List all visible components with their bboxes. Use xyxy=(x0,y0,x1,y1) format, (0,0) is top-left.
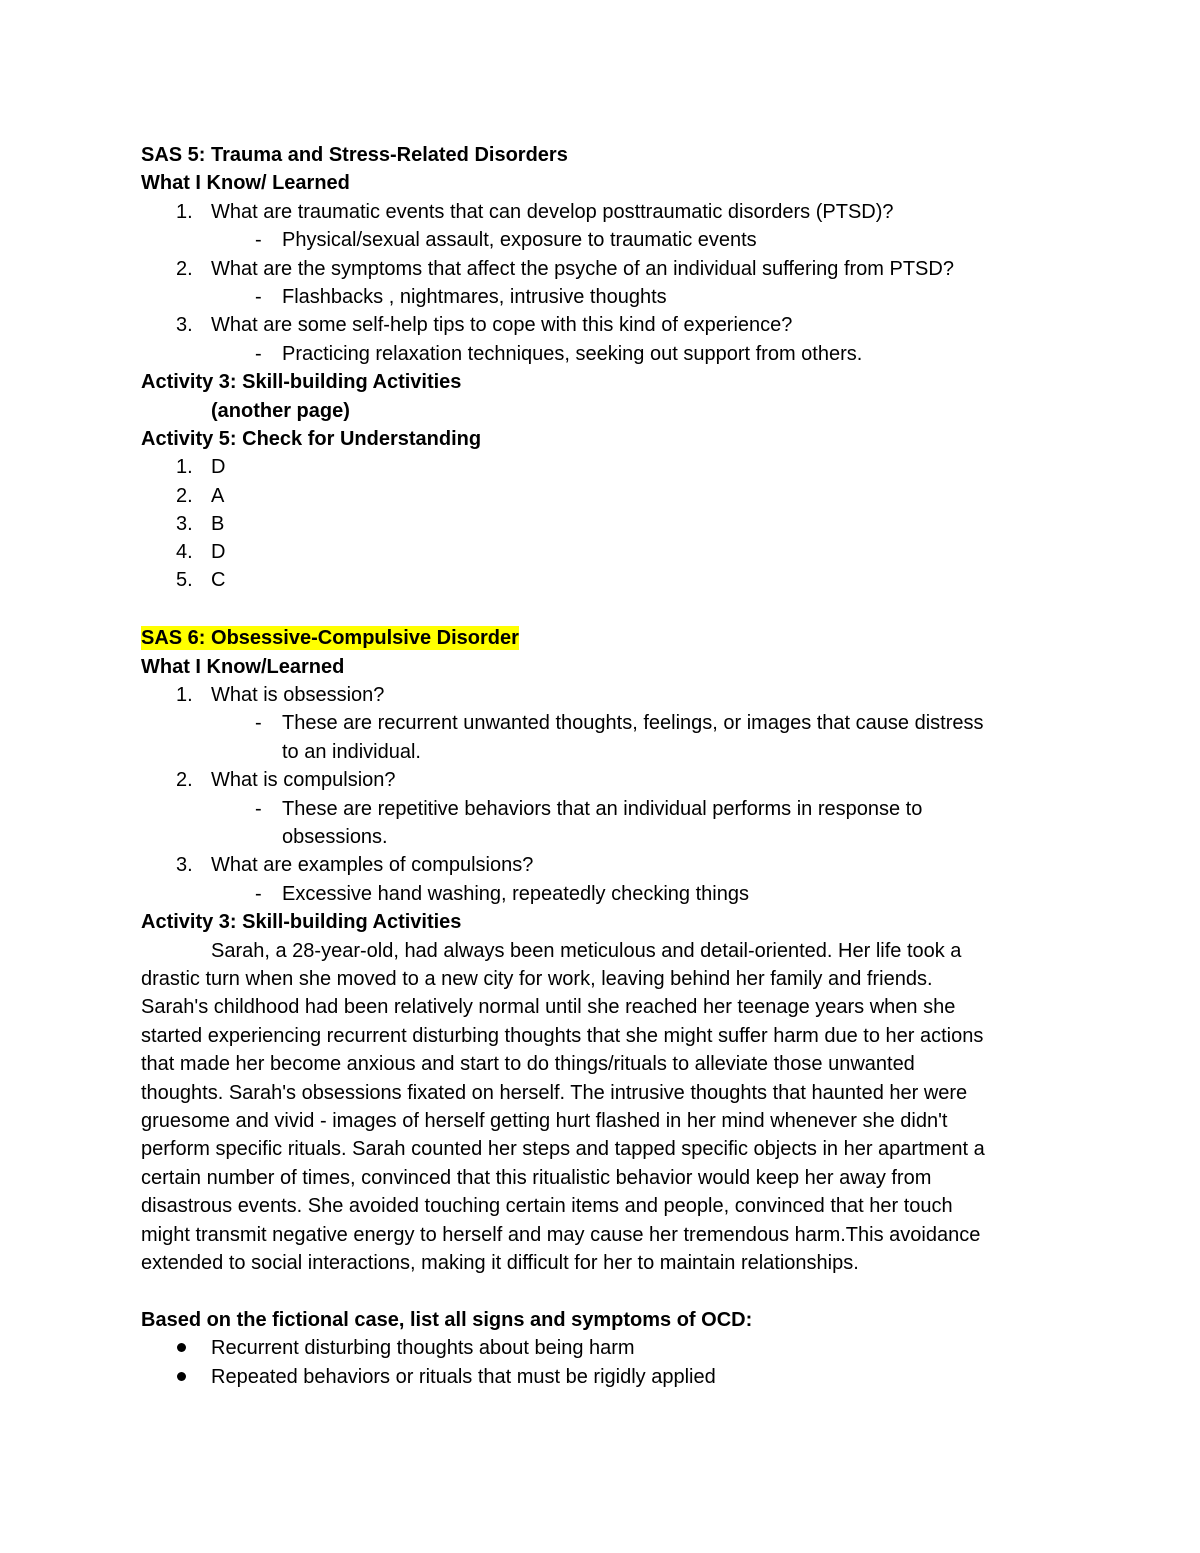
sas5-q2-text: What are the symptoms that affect the psyche of an individual suffering from PTSD? xyxy=(211,258,954,280)
sas6-activity3-heading: Activity 3: Skill-building Activities xyxy=(141,911,462,933)
sas5-q3-text: What are some self-help tips to cope with this kind of experience? xyxy=(211,314,793,336)
sas5-what-i-know-heading: What I Know/ Learned xyxy=(141,172,350,194)
answer-3-letter: B xyxy=(211,513,225,535)
answer-1-number: 1. xyxy=(176,456,193,478)
case-paragraph-line: certain number of times, convinced that this ritualistic behavior would keep her away from xyxy=(141,1167,932,1189)
sas6-q3-number: 3. xyxy=(176,854,193,876)
sas5-a2-text: Flashbacks , nightmares, intrusive thoughts xyxy=(282,286,667,308)
sas6-a2-line2: obsessions. xyxy=(282,826,388,848)
sas6-q3-text: What are examples of compulsions? xyxy=(211,854,534,876)
case-paragraph-line: disastrous events. She avoided touching certain items and people, convinced that her touch xyxy=(141,1195,953,1217)
case-paragraph-line: extended to social interactions, making it difficult for her to maintain relationships. xyxy=(141,1252,859,1274)
sas6-q1-number: 1. xyxy=(176,684,193,706)
case-paragraph-line: might transmit negative energy to herself and may cause her tremendous harm.This avoidance xyxy=(141,1224,981,1246)
sas5-a2-dash: - xyxy=(255,286,262,308)
sas5-a3-text: Practicing relaxation techniques, seeking out support from others. xyxy=(282,343,863,365)
answer-4-number: 4. xyxy=(176,541,193,563)
answer-5-number: 5. xyxy=(176,569,193,591)
sas6-q1-text: What is obsession? xyxy=(211,684,385,706)
case-paragraph-line: drastic turn when she moved to a new city for work, leaving behind her family and friends. xyxy=(141,968,933,990)
case-paragraph-line: that made her become anxious and start to do things/rituals to alleviate those unwanted xyxy=(141,1053,915,1075)
sas5-title: SAS 5: Trauma and Stress-Related Disorders xyxy=(141,144,568,166)
case-paragraph-line: Sarah's childhood had been relatively normal until she reached her teenage years when she xyxy=(141,996,956,1018)
sas5-a1-dash: - xyxy=(255,229,262,251)
sas6-a1-line2: to an individual. xyxy=(282,741,421,763)
sign-item: Repeated behaviors or rituals that must be rigidly applied xyxy=(211,1366,716,1388)
case-paragraph-line: thoughts. Sarah's obsessions fixated on herself. The intrusive thoughts that haunted her were xyxy=(141,1082,968,1104)
sas5-another-page-note: (another page) xyxy=(211,400,350,422)
sas5-a1-text: Physical/sexual assault, exposure to traumatic events xyxy=(282,229,757,251)
sas5-activity3-heading: Activity 3: Skill-building Activities xyxy=(141,371,462,393)
sas5-q2-number: 2. xyxy=(176,258,193,280)
answer-2-number: 2. xyxy=(176,485,193,507)
sas6-what-i-know-heading: What I Know/Learned xyxy=(141,656,345,678)
bullet-icon xyxy=(177,1343,186,1352)
answer-4-letter: D xyxy=(211,541,226,563)
answer-5-letter: C xyxy=(211,569,226,591)
sas6-a3-text: Excessive hand washing, repeatedly checking things xyxy=(282,883,749,905)
case-paragraph-line: gruesome and vivid - images of herself getting hurt flashed in her mind whenever she didn't xyxy=(141,1110,948,1132)
sas6-q2-text: What is compulsion? xyxy=(211,769,396,791)
sas5-a3-dash: - xyxy=(255,343,262,365)
sign-item: Recurrent disturbing thoughts about being harm xyxy=(211,1337,635,1359)
case-paragraph-line: Sarah, a 28-year-old, had always been meticulous and detail-oriented. Her life took a xyxy=(211,940,962,962)
sas5-q1-number: 1. xyxy=(176,201,193,223)
sas6-title: SAS 6: Obsessive-Compulsive Disorder xyxy=(141,627,519,649)
sas6-a2-line1: These are repetitive behaviors that an individual performs in response to xyxy=(282,798,923,820)
sas5-activity5-heading: Activity 5: Check for Understanding xyxy=(141,428,482,450)
answer-2-letter: A xyxy=(211,485,225,507)
sas6-a3-dash: - xyxy=(255,883,262,905)
sas6-a1-line1: These are recurrent unwanted thoughts, feelings, or images that cause distress xyxy=(282,712,984,734)
sas6-a1-dash: - xyxy=(255,712,262,734)
answer-1-letter: D xyxy=(211,456,226,478)
sas5-q3-number: 3. xyxy=(176,314,193,336)
bullet-icon xyxy=(177,1372,186,1381)
sas5-q1-text: What are traumatic events that can develop posttraumatic disorders (PTSD)? xyxy=(211,201,894,223)
case-paragraph-line: started experiencing recurrent disturbing thoughts that she might suffer harm due to her actions xyxy=(141,1025,984,1047)
signs-heading: Based on the fictional case, list all signs and symptoms of OCD: xyxy=(141,1309,753,1331)
case-paragraph-line: perform specific rituals. Sarah counted her steps and tapped specific objects in her apartment a xyxy=(141,1138,985,1160)
sas6-a2-dash: - xyxy=(255,798,262,820)
sas6-q2-number: 2. xyxy=(176,769,193,791)
answer-3-number: 3. xyxy=(176,513,193,535)
